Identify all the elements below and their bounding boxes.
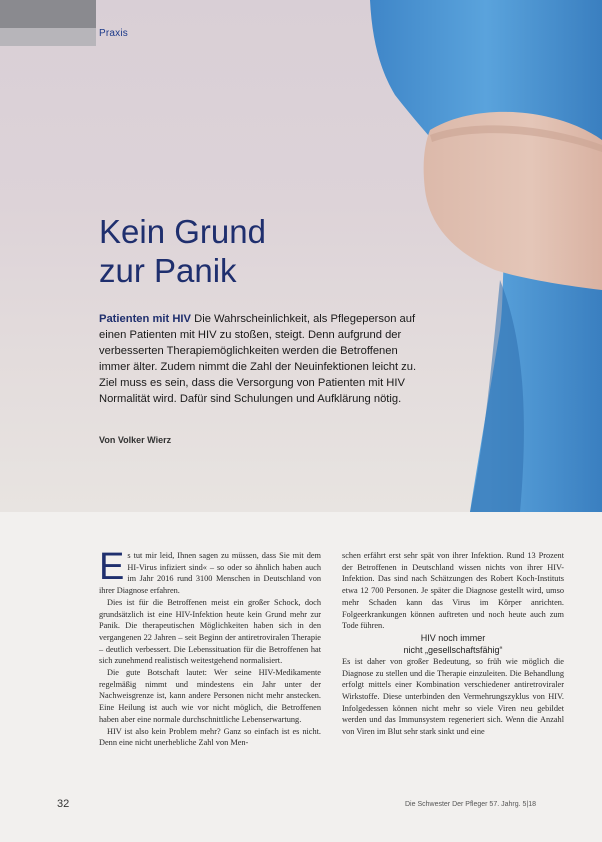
paragraph: Dies ist für die Betroffenen meist ein großer Schock, doch grundsätzlich ist eine HIV-Infektion heute kein Grund mehr zur Panik. Die therapeutischen Möglichkeiten haben sich in den vergangenen 22 Jahren – seit Beginn der antiretroviralen Therapie – deutlich verbessert. Die Lebenssituation für die Betroffenen hat sich zunehmend realistisch weitestgehend normalisiert. bbox=[99, 597, 321, 666]
title-line-2: zur Panik bbox=[99, 252, 237, 289]
paragraph: Es tut mir leid, Ihnen sagen zu müssen, dass Sie mit dem HI-Virus infiziert sind« – so oder so ähnlich haben auch im Jahr 2016 rund 3100 Menschen in Deutschland von ihrer Diagnose erfahren. bbox=[99, 546, 321, 596]
author-byline: Von Volker Wierz bbox=[99, 435, 172, 445]
article-lead bbox=[99, 311, 429, 407]
lead-text: Die Wahrscheinlichkeit, als Pflegeperson auf einen Patienten mit HIV zu stoßen, steigt. Denn aufgrund der verbesserten Therapiemöglichkeiten werden die Betroffenen immer älter. Zudem nimmt die Zahl der Neuinfektionen leicht zu. Ziel muss es sein, dass die Versorgung von Patienten mit HIV Normalität wird. Dafür sind Schulungen und Aufklärung nötig. bbox=[99, 313, 417, 405]
section-label: Praxis bbox=[99, 28, 128, 39]
article-title bbox=[99, 212, 266, 290]
title-line-1: Kein Grund bbox=[99, 213, 266, 250]
subheading: HIV noch immer nicht „gesellschaftsfähig“ bbox=[403, 632, 503, 655]
corner-color-bar-secondary bbox=[0, 28, 96, 46]
lead-label: Patienten mit HIV bbox=[99, 313, 192, 325]
paragraph: HIV ist also kein Problem mehr? Ganz so einfach ist es nicht. Denn eine nicht unerhebliche Zahl von Men- bbox=[99, 726, 321, 748]
page-number: 32 bbox=[57, 798, 70, 810]
body-column-2 bbox=[342, 550, 564, 738]
paragraph: Es ist daher von großer Bedeutung, so früh wie möglich die Diagnose zu stellen und die Therapie einzuleiten. Die Behandlung erfolgt mittels einer Kombination verschiedener antiretroviraler Wirkstoffe. Diese unterbinden den Vermehrungszyklus von HIV. Infolgedessen können nicht mehr so viele Viren neu gebildet werden und das Immunsystem regeneriert sich. Wenn die Anzahl von Viren im Blut sehr stark sinkt und eine bbox=[342, 656, 564, 737]
paragraph: schen erfährt erst sehr spät von ihrer Infektion. Rund 13 Prozent der Betroffenen in Deutschland wissen nichts von ihrer HIV-Infektion. Das sind nach Schätzungen des Robert Koch-Instituts etwa 12 700 Personen. Je später die Diagnose gestellt wird, umso mehr Schaden kann das Virus im Körper anrichten. Folgeerkrankungen können auftreten und noch heute auch zum Tode führen. bbox=[342, 551, 564, 631]
body-column-1 bbox=[99, 546, 321, 749]
journal-footer: Die Schwester Der Pfleger 57. Jahrg. 5|18 bbox=[405, 801, 536, 808]
corner-color-bar bbox=[0, 0, 96, 28]
drop-cap: E bbox=[99, 546, 125, 588]
paragraph: Die gute Botschaft lautet: Wer seine HIV-Medikamente regelmäßig nimmt und mindestens ein Jahr unter der Nachweisgrenze ist, kann andere Personen nicht mehr anstecken. Eine Heilung ist auch wie vor nicht möglich, die Betroffenen haben aber eine normale durchschnittliche Lebenserwartung. bbox=[99, 668, 321, 724]
